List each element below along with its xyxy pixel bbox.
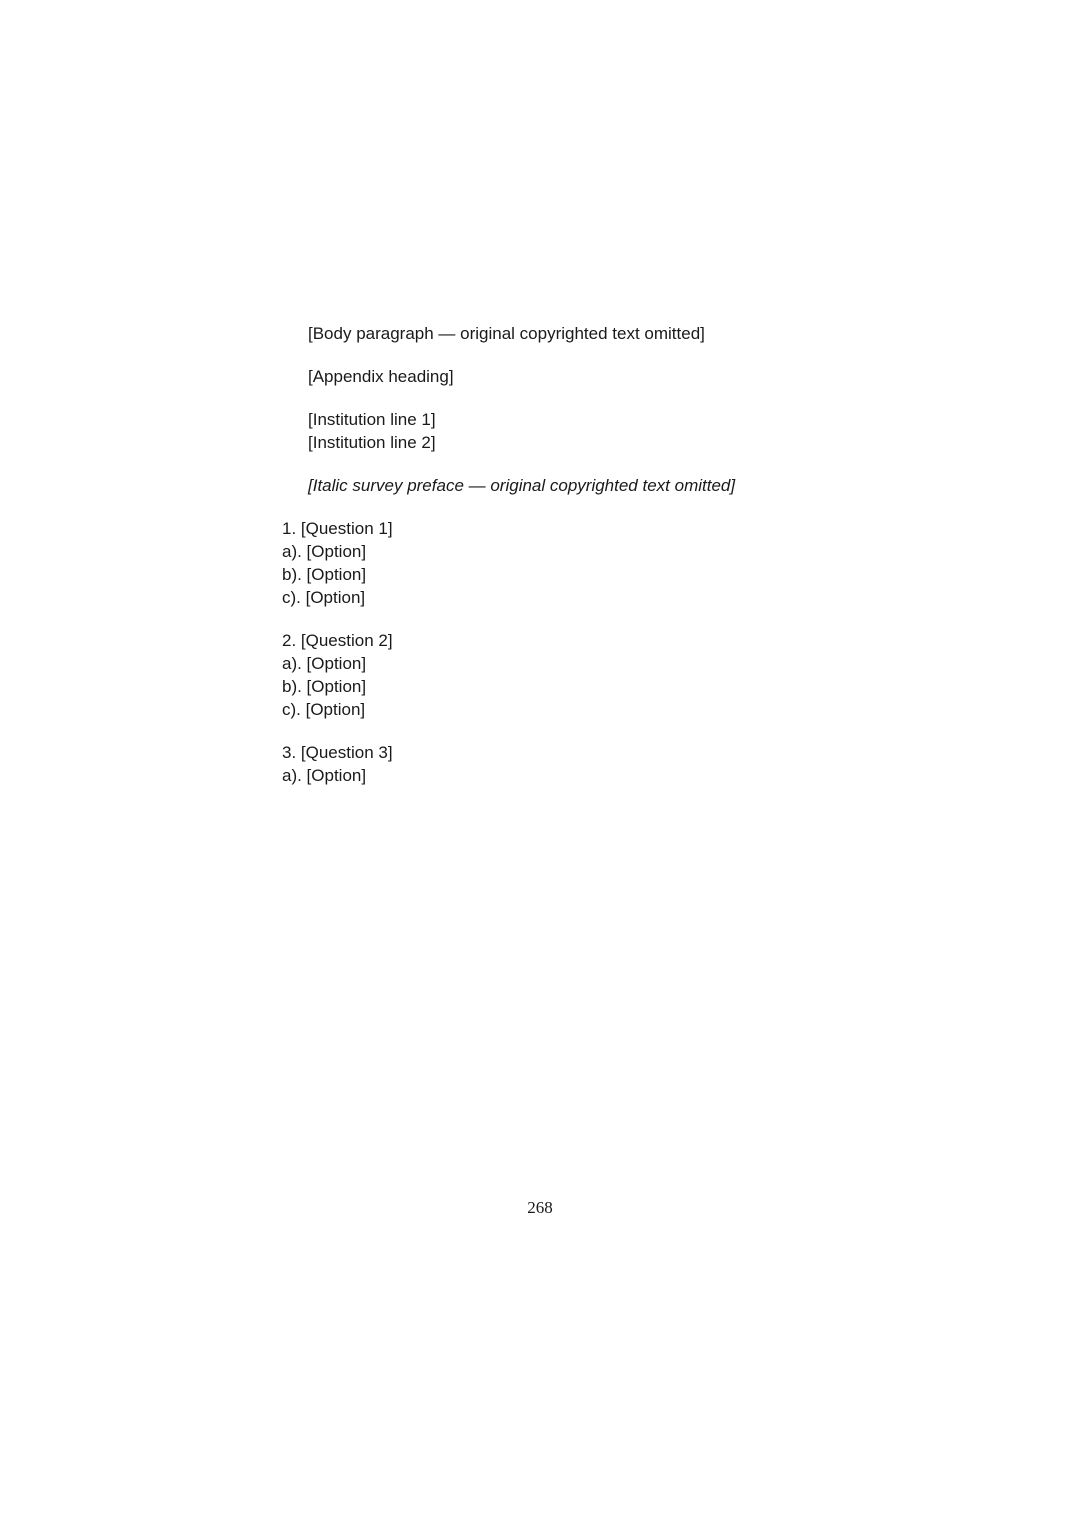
question-title: 3. [Question 3] xyxy=(282,743,393,762)
question-option: a). [Option] xyxy=(282,654,367,673)
question-option: a). [Option] xyxy=(282,542,367,561)
page-number: 268 xyxy=(527,1198,553,1217)
intro-paragraph: [Body paragraph — original copyrighted text omitted] xyxy=(308,324,705,343)
page-body xyxy=(258,322,834,787)
question-title: 2. [Question 2] xyxy=(282,631,393,650)
question-option: a). [Option] xyxy=(282,766,367,785)
appendix-title: [Appendix heading] xyxy=(308,367,454,386)
question-option: c). [Option] xyxy=(282,700,366,719)
question-option: b). [Option] xyxy=(282,677,367,696)
question-option: c). [Option] xyxy=(282,588,366,607)
institution-line-1: [Institution line 1] xyxy=(308,410,436,429)
question-title: 1. [Question 1] xyxy=(282,519,393,538)
question-2 xyxy=(258,629,834,721)
question-option: b). [Option] xyxy=(282,565,367,584)
question-3 xyxy=(258,741,834,787)
survey-preface: [Italic survey preface — original copyrighted text omitted] xyxy=(308,476,736,495)
question-1 xyxy=(258,517,834,609)
institution-line-2: [Institution line 2] xyxy=(308,433,436,452)
